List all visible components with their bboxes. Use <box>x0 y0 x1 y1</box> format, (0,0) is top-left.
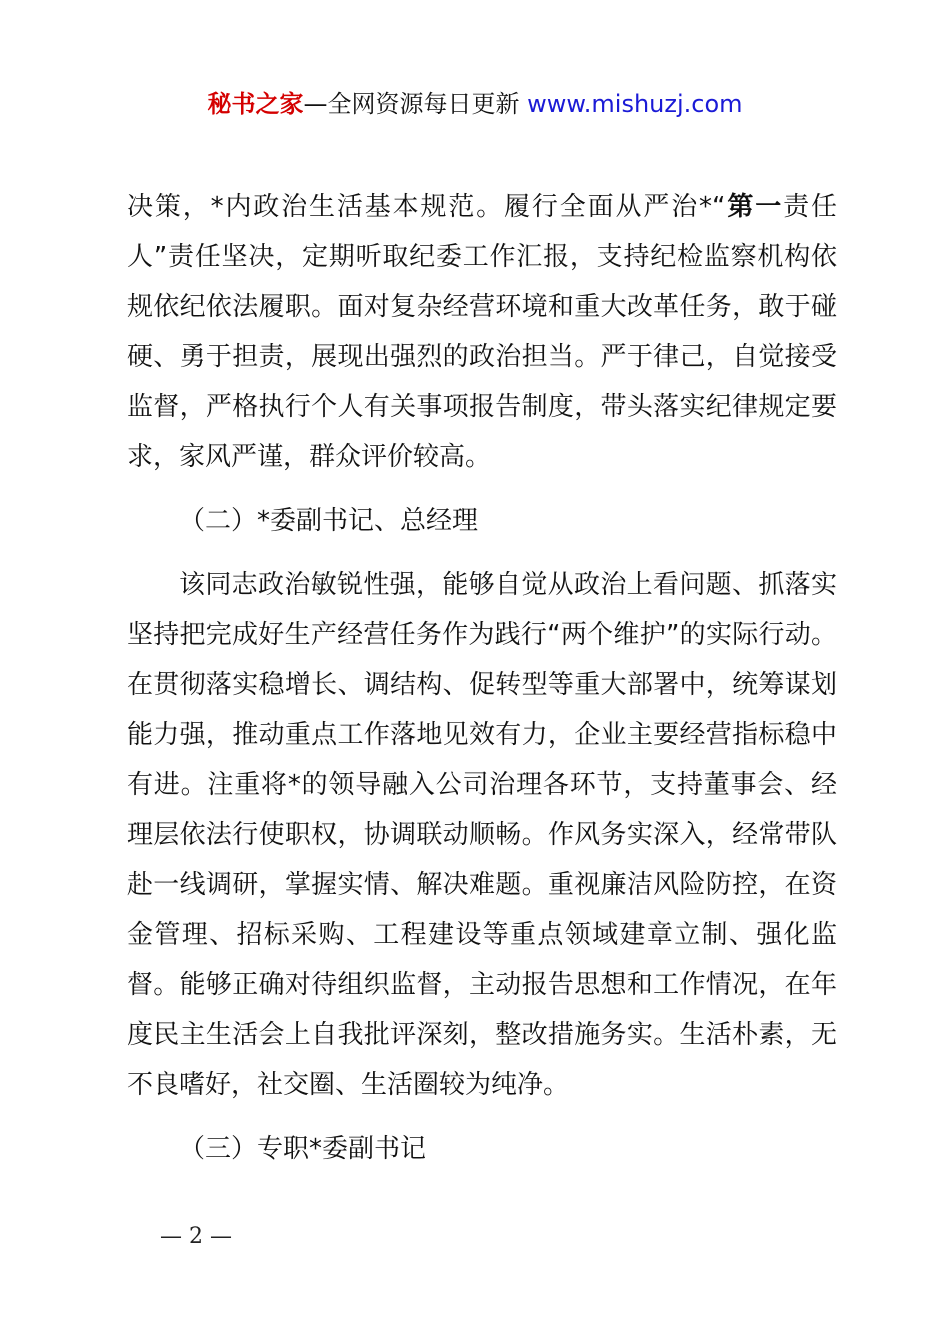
section-heading-2: （二）*委副书记、总经理 <box>179 506 479 536</box>
paragraph-2: 该同志政治敏锐性强，能够自觉从政治上看问题、抓落实坚持把完成好生产经营任务作为践行“两个维护”的实际行动。在贯彻落实稳增长、调结构、促转型等重大部署中，统筹谋划能力强，推动重点工作落地见效有力，企业主要经营指标稳中有进。注重将*的领导融入公司治理各环节，支持董事会、经理层依法行使职权，协调联动顺畅。作风务实深入，经常带队赴一线调研，掌握实情、解决难题。重视廉洁风险防控，在资金管理、招标采购、工程建设等重点领域建章立制、强化监督。能够正确对待组织监督，主动报告思想和工作情况，在年度民主生活会上自我批评深刻，整改措施务实。生活朴素，无不良嗜好，社交圈、生活圈较为纯净。 <box>127 570 837 1100</box>
brand-name: 秘书之家 <box>207 90 304 118</box>
site-url-link[interactable]: www.mishuzj.com <box>527 90 743 118</box>
section-heading-3: （三）专职*委副书记 <box>179 1134 427 1164</box>
paragraph-1-text-a: 决策，*内政治生活基本规范。履行全面从严治*“ <box>127 192 726 222</box>
document-body <box>127 182 837 1188</box>
site-tagline: —全网资源每日更新 <box>303 90 528 118</box>
page-number: — 2 — <box>160 1224 232 1249</box>
site-header <box>0 84 950 124</box>
paragraph-1 <box>127 182 837 482</box>
paragraph-1-text-b: 责任人”责任坚决，定期听取纪委工作汇报，支持纪检监察机构依规依纪依法履职。面对复杂经营环境和重大改革任务，敢于碰硬、勇于担责，展现出强烈的政治担当。严于律己，自觉接受监督，严格执行个人有关事项报告制度，带头落实纪律规定要求，家风严谨，群众评价较高。 <box>127 192 837 472</box>
paragraph-1-bold-text: 第一 <box>725 192 784 222</box>
